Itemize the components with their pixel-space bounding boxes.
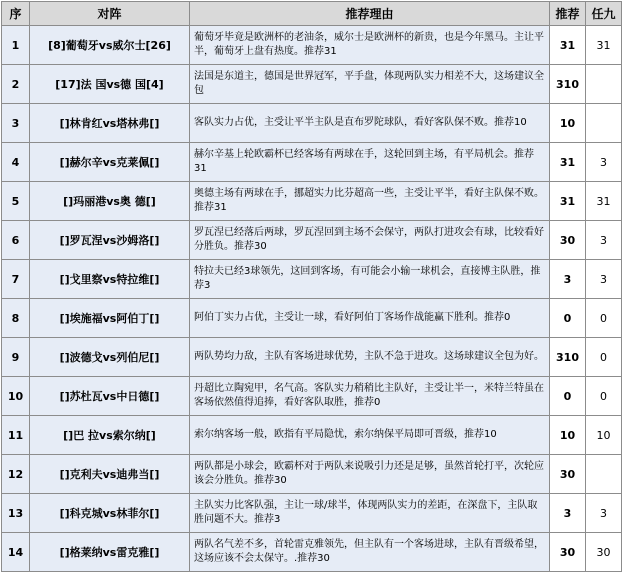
table-row	[2, 338, 622, 377]
row-match: []波德戈vs列伯尼[]	[30, 338, 190, 377]
row-recommend: 0	[550, 299, 586, 338]
row-renjiu	[586, 65, 622, 104]
header-match: 对阵	[30, 2, 190, 26]
row-match: []格莱纳vs雷克雅[]	[30, 533, 190, 572]
table-row	[2, 182, 622, 221]
table-row	[2, 299, 622, 338]
row-recommend: 0	[550, 377, 586, 416]
row-index: 12	[2, 455, 30, 494]
row-index: 13	[2, 494, 30, 533]
header-index: 序	[2, 2, 30, 26]
table-row	[2, 143, 622, 182]
row-recommend: 31	[550, 26, 586, 65]
row-reason: 奥德主场有两球在手，挪超实力比芬超高一些，主受让平半，看好主队保不败。推荐31	[190, 182, 550, 221]
row-renjiu: 3	[586, 143, 622, 182]
row-match: []克利夫vs迪弗当[]	[30, 455, 190, 494]
row-reason: 特拉夫已经3球领先，这回到客场，有可能会小输一球机会，直接博主队胜，推荐3	[190, 260, 550, 299]
row-reason: 索尔纳客场一般，欧指有平局隐忧，索尔纳保平局即可晋级，推荐10	[190, 416, 550, 455]
row-reason: 罗瓦涅已经落后两球，罗瓦涅回到主场不会保守，两队打进攻会有球，比较看好分胜负。推荐30	[190, 221, 550, 260]
row-reason: 两队势均力敌，主队有客场进球优势，主队不急于进攻。这场球建议全包为好。	[190, 338, 550, 377]
row-index: 2	[2, 65, 30, 104]
table-row	[2, 377, 622, 416]
table-row	[2, 533, 622, 572]
row-recommend: 31	[550, 143, 586, 182]
row-recommend: 310	[550, 338, 586, 377]
row-index: 4	[2, 143, 30, 182]
row-recommend: 10	[550, 104, 586, 143]
row-renjiu: 3	[586, 494, 622, 533]
header-renjiu: 任九	[586, 2, 622, 26]
table-row	[2, 416, 622, 455]
row-reason: 赫尔辛基上轮欧霸杯已经客场有两球在手，这轮回到主场，有平局机会。推荐31	[190, 143, 550, 182]
row-index: 6	[2, 221, 30, 260]
row-match: []戈里察vs特拉维[]	[30, 260, 190, 299]
row-recommend: 310	[550, 65, 586, 104]
row-reason: 法国是东道主，德国是世界冠军，平手盘，体现两队实力相差不大，这场建议全包	[190, 65, 550, 104]
row-renjiu: 10	[586, 416, 622, 455]
table-row	[2, 65, 622, 104]
row-match: []苏杜瓦vs中日德[]	[30, 377, 190, 416]
row-reason: 主队实力比客队强，主让一球/球半，体现两队实力的差距，在深盘下，主队取胜问题不大。推荐3	[190, 494, 550, 533]
row-match: []赫尔辛vs克莱佩[]	[30, 143, 190, 182]
row-renjiu	[586, 455, 622, 494]
row-index: 3	[2, 104, 30, 143]
table-row	[2, 104, 622, 143]
row-recommend: 3	[550, 260, 586, 299]
row-index: 14	[2, 533, 30, 572]
row-renjiu: 31	[586, 26, 622, 65]
row-match: [17]法 国vs德 国[4]	[30, 65, 190, 104]
row-index: 11	[2, 416, 30, 455]
row-reason: 客队实力占优，主受让平半主队是直布罗陀球队，看好客队保不败。推荐10	[190, 104, 550, 143]
row-renjiu: 3	[586, 221, 622, 260]
row-recommend: 30	[550, 455, 586, 494]
row-match: []林肯红vs塔林弗[]	[30, 104, 190, 143]
row-reason: 丹超比立陶宛甲，名气高。客队实力稍稍比主队好，主受让半一，米特兰特虽在客场依然值得追捧，看好客队取胜，推荐0	[190, 377, 550, 416]
row-recommend: 3	[550, 494, 586, 533]
row-recommend: 31	[550, 182, 586, 221]
row-renjiu: 0	[586, 299, 622, 338]
row-index: 1	[2, 26, 30, 65]
row-index: 7	[2, 260, 30, 299]
header-row	[2, 2, 622, 26]
table-row	[2, 221, 622, 260]
row-match: []科克城vs林菲尔[]	[30, 494, 190, 533]
table-row	[2, 494, 622, 533]
row-match: []罗瓦涅vs沙姆洛[]	[30, 221, 190, 260]
row-renjiu: 30	[586, 533, 622, 572]
row-index: 8	[2, 299, 30, 338]
row-renjiu: 3	[586, 260, 622, 299]
row-renjiu	[586, 104, 622, 143]
table-row	[2, 260, 622, 299]
row-recommend: 30	[550, 221, 586, 260]
row-renjiu: 0	[586, 377, 622, 416]
recommendation-table	[1, 1, 622, 572]
row-reason: 两队都是小球会，欧霸杯对于两队来说吸引力还是足够，虽然首轮打平，次轮应该会分胜负。推荐30	[190, 455, 550, 494]
row-match: []玛丽港vs奥 德[]	[30, 182, 190, 221]
row-match: []埃施福vs阿伯丁[]	[30, 299, 190, 338]
row-reason: 两队名气差不多，首轮雷克雅领先，但主队有一个客场进球，主队有晋级希望，这场应该不会太保守。.推荐30	[190, 533, 550, 572]
row-renjiu: 0	[586, 338, 622, 377]
row-match: [8]葡萄牙vs威尔士[26]	[30, 26, 190, 65]
row-index: 10	[2, 377, 30, 416]
row-reason: 葡萄牙毕竟是欧洲杯的老油条，威尔士是欧洲杯的新贵，也是今年黑马。主让平半，葡萄牙上盘有热度。推荐31	[190, 26, 550, 65]
table-row	[2, 455, 622, 494]
row-index: 5	[2, 182, 30, 221]
header-recommend: 推荐	[550, 2, 586, 26]
row-recommend: 30	[550, 533, 586, 572]
header-reason: 推荐理由	[190, 2, 550, 26]
row-index: 9	[2, 338, 30, 377]
table-row	[2, 26, 622, 65]
row-reason: 阿伯丁实力占优，主受让一球，看好阿伯丁客场作战能赢下胜利。推荐0	[190, 299, 550, 338]
row-match: []巴 拉vs索尔纳[]	[30, 416, 190, 455]
row-renjiu: 31	[586, 182, 622, 221]
row-recommend: 10	[550, 416, 586, 455]
